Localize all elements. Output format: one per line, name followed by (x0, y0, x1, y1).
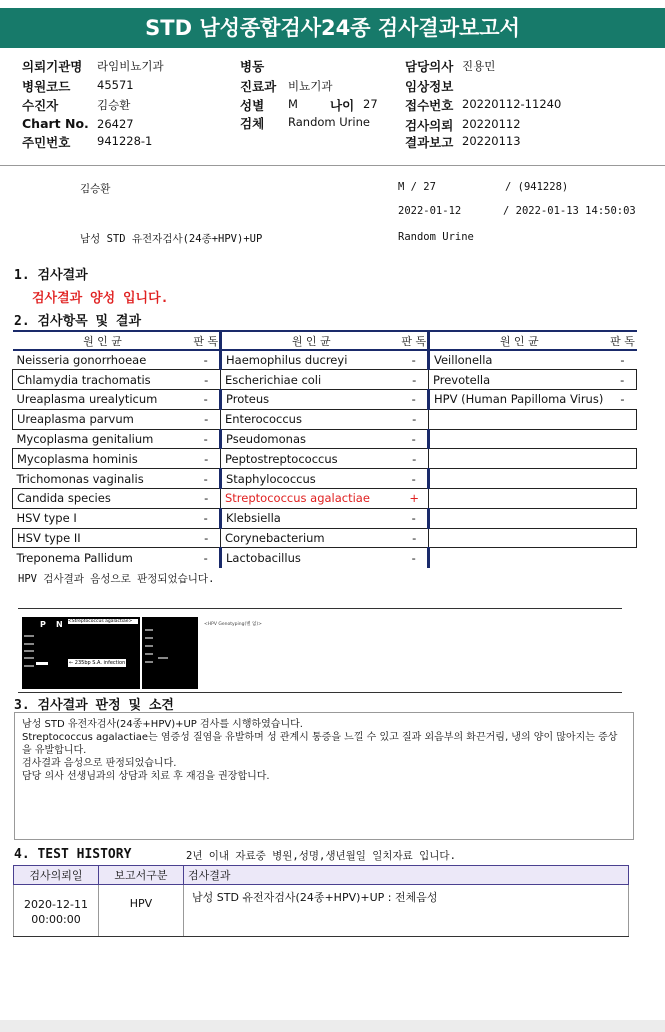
pathogen-result (609, 469, 637, 489)
chart-value: 26427 (97, 117, 134, 131)
rrn-value: 941228-1 (97, 134, 153, 148)
pathogen-table (12, 330, 637, 568)
section3-title: 3. 검사결과 판정 및 소견 (14, 698, 174, 713)
history-date: 2020-12-11 (24, 898, 88, 911)
pathogen-result: - (193, 469, 221, 489)
table-row (13, 489, 637, 509)
pathogen-name: Trichomonas vaginalis (16, 471, 144, 486)
pathogen-result: - (620, 353, 625, 368)
col-pathogen: 원 인 균 (429, 331, 609, 350)
pathogen-result (609, 429, 637, 449)
patient-sex-age: M / 27 (398, 181, 436, 193)
patient-value: 김승환 (97, 98, 131, 112)
pathogen-name: Ureaplasma parvum (13, 409, 193, 429)
pathogen-name (429, 409, 609, 429)
table-row (13, 449, 637, 469)
pathogen-result: - (401, 390, 429, 410)
pathogen-result: - (401, 469, 429, 489)
hospital-code-label: 병원코드 (22, 79, 71, 94)
pathogen-result (609, 548, 637, 568)
institution-label: 의뢰기관명 (22, 59, 83, 74)
pathogen-result: - (193, 528, 221, 548)
request-label: 검사의뢰 (405, 118, 454, 133)
institution-value: 라임비뇨기과 (97, 59, 164, 73)
pathogen-name: Veillonella (434, 353, 493, 368)
col-pathogen: 원 인 균 (13, 331, 193, 350)
pathogen-name (429, 528, 609, 548)
divider (18, 608, 622, 609)
sex-value: M (288, 97, 298, 111)
table-row (13, 390, 637, 410)
table-row (13, 548, 637, 568)
col-request-date: 검사의뢰일 (14, 866, 99, 885)
pathogen-name: Staphylococcus (226, 471, 316, 486)
rrn-label: 주민번호 (22, 135, 71, 150)
specimen-label: 검체 (240, 116, 265, 131)
pathogen-result: - (193, 508, 221, 528)
table-row (13, 409, 637, 429)
request-value: 20220112 (462, 117, 521, 131)
opinion-box (14, 712, 634, 840)
pathogen-name: Streptococcus agalactiae (221, 489, 401, 509)
col-pathogen: 원 인 균 (221, 331, 401, 350)
section1-title: 1. 검사결과 (14, 268, 88, 283)
pathogen-name: Proteus (226, 392, 270, 407)
col-result: 판 독 (401, 331, 429, 350)
gel-arrow-label: ← 235bp S.A. infection (69, 660, 126, 666)
pathogen-result: - (401, 548, 429, 568)
opinion-line: 담당 의사 선생님과의 상담과 치료 후 재검을 권장합니다. (22, 771, 270, 782)
gel-label-hpv: <HPV Genotyping(별 없)> (204, 622, 262, 627)
lane-n-label: N (56, 620, 63, 629)
col-result: 판 독 (193, 331, 221, 350)
pathogen-name: Enterococcus (221, 409, 401, 429)
pathogen-result: - (193, 409, 221, 429)
pathogen-name: Mycoplasma hominis (13, 449, 193, 469)
pathogen-name: Mycoplasma genitalium (16, 432, 154, 447)
dept-value: 비뇨기과 (288, 79, 333, 93)
report-date-value: 20220113 (462, 134, 521, 148)
age-value: 27 (363, 97, 378, 111)
doctor-value: 진용민 (462, 59, 496, 73)
patient-label: 수진자 (22, 98, 59, 113)
pathogen-result: - (401, 449, 429, 469)
divider (18, 692, 622, 693)
pathogen-name: Ureaplasma urealyticum (16, 392, 158, 407)
pathogen-result: - (401, 370, 429, 390)
pathogen-result: - (193, 370, 221, 390)
table-row (14, 885, 629, 937)
pathogen-result: - (193, 548, 221, 568)
pathogen-result (609, 528, 637, 548)
history-date-cell (14, 885, 99, 937)
history-note: 2년 이내 자료중 병원,성명,생년월일 일치자료 입니다. (186, 850, 456, 862)
opinion-line: 검사결과 음성으로 판정되었습니다. (22, 758, 177, 769)
opinion-line: Streptococcus agalactiae는 염증성 질염을 유발하며 성 관계시 통증을 느낄 수 있고 질과 외음부의 화끈거림, 냉의 양이 많아지는 증상을 유발합니다. (22, 732, 618, 756)
table-row (13, 370, 637, 390)
pathogen-name: Haemophilus ducreyi (226, 353, 348, 368)
doctor-label: 담당의사 (405, 59, 454, 74)
gel-label-sa: <Streptococcus agalactiae> (68, 619, 138, 624)
ward-label: 병동 (240, 59, 265, 74)
hpv-note: HPV 검사결과 음성으로 판정되었습니다. (18, 573, 215, 585)
pathogen-name: Neisseria gonorrhoeae (16, 353, 147, 368)
pathogen-name (429, 548, 609, 568)
table-row (13, 350, 637, 370)
receipt-label: 접수번호 (405, 98, 454, 113)
lane-p-label: P (40, 620, 46, 629)
pathogen-result: - (193, 449, 221, 469)
chart-label: Chart No. (22, 116, 89, 131)
gel-image-hpv (142, 617, 198, 689)
pathogen-result (609, 449, 637, 469)
col-test-result: 검사결과 (184, 866, 629, 885)
history-type: HPV (99, 885, 184, 937)
hospital-code-value: 45571 (97, 78, 134, 92)
pathogen-result: - (401, 350, 429, 370)
result-summary: 검사결과 양성 입니다. (32, 291, 169, 306)
pathogen-result: - (609, 370, 637, 390)
col-report-type: 보고서구분 (99, 866, 184, 885)
gel-image-sa (22, 617, 140, 689)
pathogen-name (429, 508, 609, 528)
table-row (13, 528, 637, 548)
table-row (13, 429, 637, 449)
pathogen-name: Treponema Pallidum (16, 551, 133, 566)
request-date: 2022-01-12 (398, 205, 462, 217)
report-datetime: / 2022-01-13 14:50:03 (503, 205, 636, 217)
pathogen-name: HPV (Human Papilloma Virus) (434, 392, 604, 407)
pathogen-result (609, 489, 637, 509)
pathogen-result: - (193, 390, 221, 410)
pathogen-name: Chlamydia trachomatis (13, 370, 193, 390)
pathogen-name: Lactobacillus (226, 551, 301, 566)
specimen-value: Random Urine (288, 115, 370, 129)
pathogen-result: - (401, 528, 429, 548)
pathogen-name: Candida species (13, 489, 193, 509)
dept-label: 진료과 (240, 79, 277, 94)
clinical-label: 임상정보 (405, 79, 454, 94)
test-name: 남성 STD 유전자검사(24종+HPV)+UP (80, 233, 263, 245)
pathogen-name: Prevotella (429, 370, 609, 390)
pathogen-result: - (620, 392, 625, 407)
pathogen-result (609, 508, 637, 528)
pathogen-result: - (193, 350, 221, 370)
section2-title: 2. 검사항목 및 결과 (14, 314, 142, 329)
section4-title: 4. TEST HISTORY (14, 847, 132, 862)
pathogen-result: + (401, 489, 429, 509)
patient-name: 김승환 (80, 183, 111, 195)
pathogen-name: HSV type II (13, 528, 193, 548)
sex-label: 성별 (240, 98, 265, 113)
pathogen-name: Klebsiella (226, 511, 281, 526)
pathogen-result (609, 409, 637, 429)
pathogen-name: Pseudomonas (226, 432, 306, 447)
receipt-value: 20220112-11240 (462, 97, 562, 111)
pathogen-result: - (193, 489, 221, 509)
pathogen-name: Escherichiae coli (221, 370, 401, 390)
pathogen-name: Peptostreptococcus (221, 449, 401, 469)
pathogen-name (429, 489, 609, 509)
history-table (13, 865, 629, 937)
pathogen-name (429, 449, 609, 469)
pathogen-result: - (401, 508, 429, 528)
specimen-type: Random Urine (398, 231, 474, 243)
table-row (13, 469, 637, 489)
pathogen-result: - (401, 429, 429, 449)
report-title: STD 남성종합검사24종 검사결과보고서 (0, 8, 665, 48)
info-panel (0, 50, 665, 166)
history-result: 남성 STD 유전자검사(24종+HPV)+UP : 전체음성 (184, 885, 629, 937)
pathogen-name: Corynebacterium (221, 528, 401, 548)
pathogen-name (429, 429, 609, 449)
history-time: 00:00:00 (31, 913, 81, 926)
pathogen-name: HSV type I (16, 511, 77, 526)
table-row (13, 508, 637, 528)
pathogen-result: - (193, 429, 221, 449)
patient-birth: / (941228) (505, 181, 569, 193)
opinion-line: 남성 STD 유전자검사(24종+HPV)+UP 검사를 시행하였습니다. (22, 719, 303, 730)
age-label: 나이 (330, 98, 355, 113)
pathogen-result: - (401, 409, 429, 429)
col-result: 판 독 (609, 331, 637, 350)
report-date-label: 결과보고 (405, 135, 454, 150)
pathogen-name (429, 469, 609, 489)
